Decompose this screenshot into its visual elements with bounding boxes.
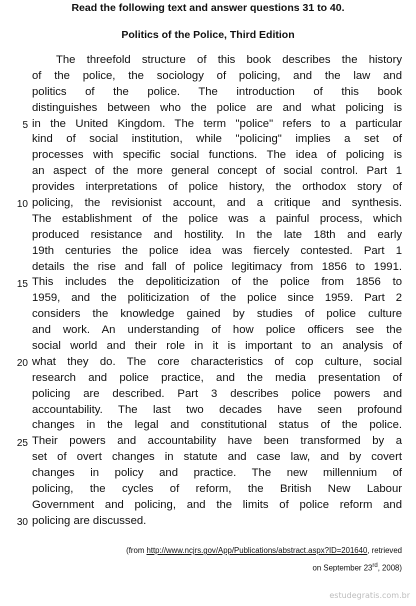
passage-line: and work. An understanding of how police officers see the [32, 324, 402, 337]
passage-line: The establishment of the police was a painful process, which [32, 212, 402, 225]
passage-line: research and police practice, and the media presentation of [32, 371, 402, 384]
passage-line: 19th centuries the police idea was fiercely contested. Part 1 [32, 244, 402, 257]
passage-line: accountability. The last two decades have seen profound [32, 403, 402, 416]
passage-line: kind of social institution, while "policing" implies a set of [32, 133, 402, 146]
passage-line: in the United Kingdom. The term "police" refers to a particular [32, 117, 402, 130]
passage-line: processes with specific social functions. The idea of policing is [32, 149, 402, 162]
passage-line: what they do. The core characteristics of cop culture, social [32, 355, 402, 368]
source-prefix: (from [126, 546, 147, 555]
line-number: 10 [16, 199, 28, 211]
passage-line: produced resistance and hostility. In the late 18th and early [32, 228, 402, 241]
passage-line: set of overt changes in statute and case law, and by covert [32, 451, 402, 464]
line-number: 20 [16, 358, 28, 370]
passage-title: Politics of the Police, Third Edition [121, 29, 295, 41]
passage-line: Their powers and accountability have been transformed by a [32, 435, 402, 448]
passage-line: Government and policing, and the limits of police reform and [32, 498, 402, 511]
line-number: 15 [16, 278, 28, 290]
source-suffix: , retrieved [367, 546, 402, 555]
passage-line: policing, the revisionist account, and a critique and synthesis. [32, 197, 402, 210]
line-number: 5 [22, 119, 28, 131]
source-citation [0, 545, 402, 557]
passage-line: policing are discussed. [32, 514, 147, 527]
passage-line: considers the knowledge gained by studies of police culture [32, 308, 402, 321]
line-number: 30 [16, 517, 28, 529]
source-url-link[interactable]: http://www.ncjrs.gov/App/Publications/abstract.aspx?ID=201640 [146, 546, 368, 555]
passage-line: policing are described. Part 3 describes police powers and [32, 387, 402, 400]
source-date: on September 23rd, 2008) [312, 563, 402, 573]
passage-line: provides interpretations of police history, the orthodox story of [32, 181, 402, 194]
line-number: 25 [16, 437, 28, 449]
passage-body [32, 53, 402, 530]
watermark: estudegratis.com.br [329, 591, 410, 600]
passage-line: 1959, and the politicization of the police since 1959. Part 2 [32, 292, 402, 305]
passage-line: policing, the cycles of reform, the British New Labour [32, 483, 402, 496]
passage-line: distinguishes between who the police are and what policing is [32, 101, 402, 114]
instruction: Read the following text and answer questions 31 to 40. [71, 2, 345, 14]
passage-line: an aspect of the more general concept of social control. Part 1 [32, 165, 402, 178]
passage-line: The threefold structure of this book describes the history [56, 54, 402, 66]
passage-line: of the police, the sociology of policing, and the law and [32, 69, 402, 82]
passage-line: social world and their role in it is important to an analysis of [32, 340, 402, 353]
passage-line: This includes the depoliticization of the police from 1856 to [32, 276, 402, 289]
passage-line: details the rise and fall of police legitimacy from 1856 to 1991. [32, 260, 402, 273]
passage-line: changes in the legal and constitutional status of the police. [32, 419, 402, 432]
passage-line: politics of the police. The introduction of this book [32, 85, 402, 98]
passage-line: changes in policy and practice. The new millennium of [32, 467, 402, 480]
